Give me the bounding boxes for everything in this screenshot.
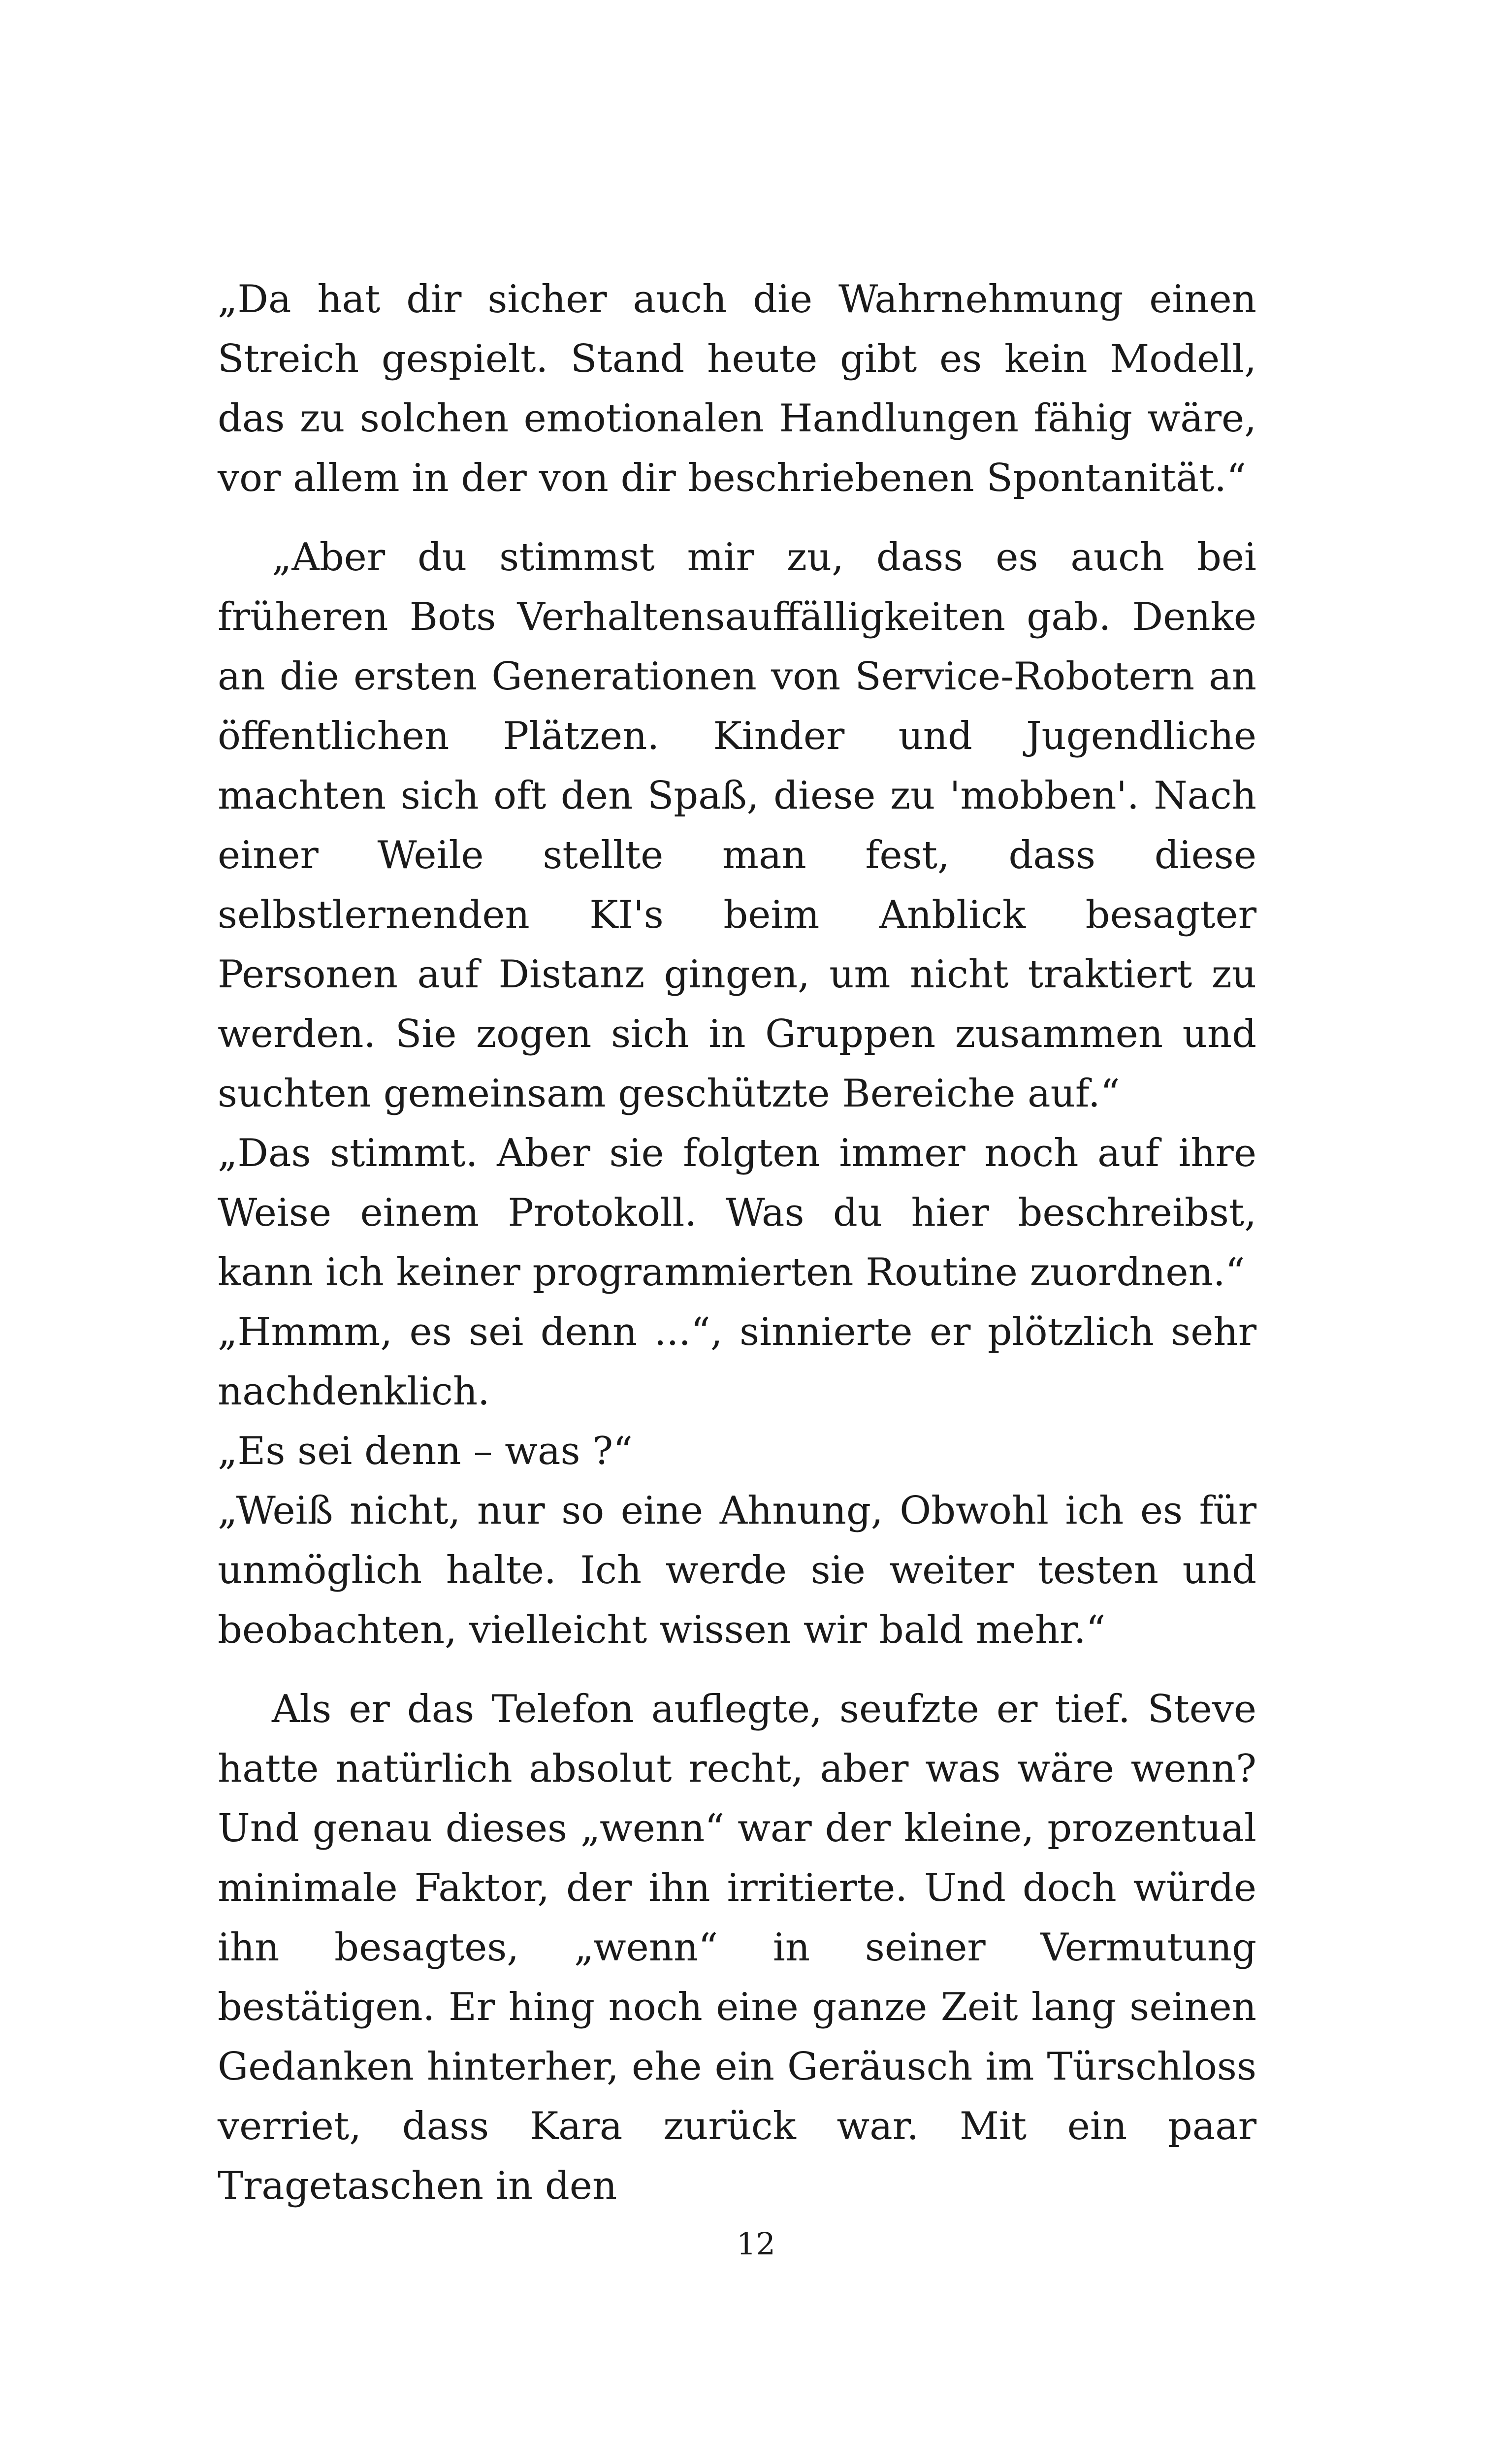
paragraph-1: „Da hat dir sicher auch die Wahrnehmung einen Streich gespielt. Stand heute gibt es kein Modell, das zu solchen emotionalen Handlungen fähig wäre, vor allem in der von dir beschriebenen Spontanität.“	[218, 277, 1256, 500]
body-text	[218, 270, 1256, 2216]
paragraph-7: Als er das Telefon auflegte, seufzte er tief. Steve hatte natürlich absolut recht, aber was wäre wenn? Und genau dieses „wenn“ war der kleine, prozentual minimale Faktor, der ihn irritierte. Und doch würde ihn besagtes, „wenn“ in seiner Vermutung bestätigen. Er hing noch eine ganze Zeit lang seinen Gedanken hinterher, ehe ein Geräusch im Türschloss verriet, dass Kara zurück war. Mit ein paar Tragetaschen in den	[218, 1687, 1256, 2208]
paragraph-5: „Es sei denn – was ?“	[218, 1429, 633, 1473]
paragraph-3: „Das stimmt. Aber sie folgten immer noch auf ihre Weise einem Protokoll. Was du hier beschreibst, kann ich keiner programmierten Routine zuordnen.“	[218, 1131, 1256, 1295]
paragraph-4: „Hmmm, es sei denn ...“, sinnierte er plötzlich sehr nachdenklich.	[218, 1310, 1256, 1414]
page-number: 12	[737, 2226, 775, 2262]
paragraph-6: „Weiß nicht, nur so eine Ahnung, Obwohl ich es für unmöglich halte. Ich werde sie weiter testen und beobachten, vielleicht wissen wir bald mehr.“	[218, 1489, 1256, 1652]
paragraph-2: „Aber du stimmst mir zu, dass es auch bei früheren Bots Verhaltensauffälligkeiten gab. Denke an die ersten Generationen von Service-Robotern an öffentlichen Plätzen. Kinder und Jugendliche machten sich oft den Spaß, diese zu 'mobben'. Nach einer Weile stellte man fest, dass diese selbstlernenden KI's beim Anblick besagter Personen auf Distanz gingen, um nicht traktiert zu werden. Sie zogen sich in Gruppen zusammen und suchten gemeinsam geschützte Bereiche auf.“	[218, 535, 1256, 1116]
